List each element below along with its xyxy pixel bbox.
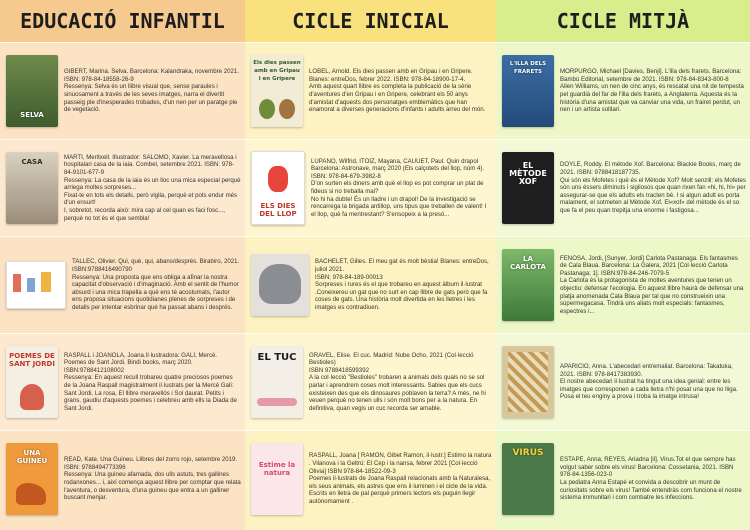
description-line: MARTÍ, Meritxell. Illustrador: SALOMÓ, Xavier. La meravellosa i hospitalari casa de la iaia. Combel, setembre 2021. ISBN: 978-84-9101-677-9: [64, 153, 237, 177]
description-line: TALLEC, Olivier. Qui, què, qui, abans/després. Birabiro, 2021. ISBN:9788416490790: [72, 258, 240, 274]
description-line: READ, Kate. Una Guineu. Llibres del zorro rojo, setembre 2019. ISBN: 9788494773396: [64, 456, 238, 471]
book-description: [315, 258, 492, 311]
description-line: El nostre abecedari il·lustrat ha tingut una idea genial: entre les imatges que corresponen a cada lletra n'hi posat una que no lliga. Posa el teu enginy a prova i troba la imatge intrusa!: [560, 378, 738, 401]
book-entry: [496, 430, 750, 527]
cover-title: EL TUC: [257, 352, 297, 363]
description-line: Poemes il·lustrats de Joana Raspall relacionats amb la Naturalesa, els seus animals, els astres que ens il·luminen i el cicle de la vida. Escrits en lletra de pal perquè primers lectors els puguin llegir autònomament .: [309, 475, 491, 505]
book-description: [64, 352, 241, 413]
book-cover-image: [502, 55, 554, 127]
book-entry: [496, 42, 750, 139]
cover-title: LA CARLOTA: [510, 255, 546, 271]
book-entry: [0, 42, 245, 139]
book-description: [64, 68, 241, 114]
book-cover-image: [251, 443, 303, 515]
book-entry: [245, 430, 496, 527]
book-description: [309, 68, 492, 114]
column-title: EDUCACIÓ INFANTIL: [0, 0, 245, 42]
book-entry: [245, 333, 496, 430]
description-line: Ressenya: En aquest recull trobareu quatre preciosos poemes de la Joana Raspall magistralment il·lustrats per la Mercè Galí: Sant Jordi, La rosa, El llibre meravellós i Sol daurat. Petits i grans, gaudiu d'aquests poemes i celebreu amb ells la Diada de Sant Jordi.: [64, 374, 237, 412]
book-cover-image: [251, 151, 305, 225]
description-line: DOYLE, Roddy. El mètode Xof. Barcelona: Blackie Books, març de 2021. ISBN: 9788418187735.: [560, 161, 741, 177]
description-line: GRAVEL, Elise. El cuc. Madrid: Nube Ocho, 2021 (Col·lecció Bestioles): [309, 351, 474, 367]
description-line: GIBERT, Marina. Selva. Barcelona: Kalandraka, novembre 2021. ISBN: 978-84-18558-26-9: [64, 68, 240, 83]
book-cover-image: [251, 254, 309, 316]
cover-title: ELS DIES DEL LLOP: [259, 202, 297, 218]
description-line: Ressenya: Selva és un llibre visual que, sense paraules i sinuosament a través de les seves imatges, narra el divertit passeig ple d'inesperades trobades, d'un nen per un paratge ple de vegetació.: [64, 83, 238, 114]
book-description: [560, 456, 746, 502]
description-line: No hi ha dubte! És un lladre i un drapol! De la investigació se rencarrega la brigada antillop, uns tipus que treballen de valent! I el llop, què fa mentrestant? S'ensopeix a la presó...: [311, 195, 487, 218]
description-line: LUPANO, Wilfrid, ITOÏZ, Mayana, CAUUET, Paul. Quin drapol Barcelona: Astronave, març 2020 (Els calçotets del llop, núm 4). ISBN: 978-84-679-3982-8: [311, 157, 485, 180]
cover-title: SELVA: [20, 111, 44, 119]
description-line: ISBN 9788418599392: [309, 366, 369, 374]
column-inicial: [245, 0, 496, 530]
book-entry: [245, 42, 496, 139]
description-line: Allen Williams, un nen de cinc anys, és rescatat una nit de tempesta pel guardià del far de l'illa dels frarets, a Anglaterra. Aquesta és la història d'una amistat que va canviar una vida, un frairet perdut, un nen i un artista solitari.: [560, 83, 744, 114]
book-description: [72, 258, 241, 311]
description-line: La pediatra Anna Estapé et convida a descobrir un munt de curiositats sobre els virus! També entendràs com funciona el nostre sistema immunitari i com combatre les infeccions.: [560, 479, 742, 502]
book-description: [311, 158, 492, 219]
book-entry: [0, 333, 245, 430]
description-line: ISBN: 978-84-189-00013: [315, 273, 383, 281]
column-infantil: [0, 0, 245, 530]
description-line: Ressenya: Una guineu afamada, dos ulls astuts, tres gallines rodanxones... i, així comença aquest llibre per comptar que relata l'aventura, o desventura, d'una guineu que entra a un galliner buscant menjar.: [64, 471, 241, 502]
description-line: Ressenya: La casa de la iaia és un lloc una mica especial perquè arriega moltes sorpreses...: [64, 176, 241, 192]
cover-title: Estime la natura: [258, 461, 296, 477]
book-description: [64, 456, 241, 502]
book-cover-image: [6, 55, 58, 127]
book-entry: [496, 236, 750, 333]
description-line: D'on surten els diners amb què el llop es pot comprar un plat de fideus si no treballa mai?: [311, 180, 484, 195]
cover-title: Els dies passen amb en Gripau i en Gripere: [253, 60, 301, 82]
book-cover-image: [502, 443, 554, 515]
book-description: [309, 452, 492, 505]
description-line: APARICIO, Anna. L'abecedari entremaliat. Barcelona: Takatuka, 2021. ISBN: 978-8417383930.: [560, 363, 733, 378]
book-entry: [496, 333, 750, 430]
book-entry: [496, 139, 750, 236]
cover-title: POEMES DE SANT JORDI: [9, 352, 55, 368]
description-line: Ressenya: Una proposta que ens obliga a afinar la nostra capacitat d'observació i d'imaginació. Amb el sentit de l'humor absurd i una mica trapella a què ens té acostumats, l'autor ens proposa situacions quotidianes plenes de sorpreses i de detalls per intentar esbrinar què ha passat abans i després.: [72, 273, 239, 311]
description-line: Amb aquest quart llibre es completa la publicació de la sèrie d'aventures d'en Gripau i en Gripere, celebrant els 50 anys d'amistat d'aquests dos personatges emblemàtics que han enamorat a diverses generacions d'infants i adults arreu del món.: [309, 83, 486, 114]
book-description: [560, 68, 746, 114]
cover-title: UNA GUINEU: [16, 449, 48, 465]
book-description: [64, 154, 241, 222]
description-line: BACHELET, Gilles. El meu gat és molt bèstia! Blanes: entreDos, juliol 2021.: [315, 258, 489, 274]
book-description: [560, 255, 746, 316]
description-line: Qui són els Mofetes i què és el Mètode Xof? Molt senzill: els Mofetes són uns éssers diminuts i sigilosos que quan rixen fan «hi, hi, hi» per assegurar-se que els adults els tracten bé. I si algun adult es porta malament, el sotmeten al Mètode Xof. El«xof» del mètode és el so que fa el peu quan trepitja una enorme i fastigosa...: [560, 176, 746, 214]
book-entry: [0, 139, 245, 236]
description-line: Sorpreses i rures és el que trobareu en aquest àlbum il·lustrat .Coneixereu un gat que no surt en cap llibre de gats però que fa coses de gats. Una història molt divertida en les lletres i les imatges es contradiuen.: [315, 281, 488, 311]
cover-title: L'ILLA DELS FRARETS: [509, 61, 547, 75]
book-cover-image: [6, 346, 58, 418]
book-entry: [245, 236, 496, 333]
description-line: La Carlota és la protagonista de moltes aventures que tenen un objectiu: defensar l'ecologia. En aquest llibre haurà de defensar una platja anomenada Cala Blaua per tal que no construeixin una súpermegacasa. Tindrà uns aliats molt especials: fantasmes, espectres i...: [560, 277, 744, 315]
cover-title: CASA: [21, 158, 43, 166]
description-line: RASPALL, Joana [ RAMON, Gibet Ramon, il·lustr.] Estimo la natura . Vilanova i la Geltrú: El Cep i la nansa, febrer 2021 [Col·lecció Olivia] ISBN 978-84-18522-09-3: [309, 452, 492, 475]
book-cover-image: [6, 443, 58, 515]
book-description: [560, 363, 746, 401]
cover-title: EL MÈTODE XOF: [509, 161, 547, 186]
book-cover-image: [502, 346, 554, 418]
cover-title: VIRUS: [512, 448, 544, 458]
description-line: A la col·lecció "Bestioles" trobaren a animals dels quals no se sol parlar i aprendrem coses molt interessants. Sabies que els cucs existeixen des que els dinosaures poblaven la terra? A més, ne hi veuen perquè no tenen ulls i són molt bons per a la natura. En definitiva, quan vegis un cuc recorda ser amable.: [309, 374, 486, 412]
book-entry: [0, 430, 245, 527]
description-line: ESTAPÉ, Anna; REYES, Ariadna [il]. Virus.Tot el que sempre has volgut saber sobre els virus! Barcelona: Cossetania, 2021. ISBN 978-84-1356-023-0: [560, 456, 736, 479]
column-mitja: [496, 0, 750, 530]
description-line: MORPURGO, Michael [Davies, Benji]. L'illa dels frarets. Barcelona: Bambú Editorial, setembre de 2021. ISBN: 978-84-8343-800-8: [560, 68, 742, 83]
book-cover-image: [251, 346, 303, 418]
book-cover-image: [502, 152, 554, 224]
book-description: [309, 352, 492, 413]
book-entry: [0, 236, 245, 333]
description-line: RASPALL i JOANOLA, Joana.Il·lustradora: GALÍ, Mercè. Poemes de Sant Jordi. Bindi books, març 2020. ISBN:9788412108002: [64, 351, 218, 374]
description-line: I, sobretot, recorda això: mira cap al cel quan es faci fosc..., perquè no tot és el que sembla!: [64, 206, 225, 222]
book-cover-image: [6, 152, 58, 224]
book-cover-image: [502, 249, 554, 321]
book-cover-image: [6, 261, 66, 309]
book-cover-image: [251, 55, 303, 127]
column-title: CICLE MITJÀ: [496, 0, 750, 42]
book-description: [560, 161, 746, 214]
book-entry: [245, 139, 496, 236]
description-line: LOBEL, Arnold. Els dies passen amb en Gripau i en Gripere. Blanes: entreDos, febrer 2022. ISBN: 978-84-18900-17-4.: [309, 68, 473, 83]
column-title: CICLE INICIAL: [245, 0, 496, 42]
description-line: FENOSA, Jordi, [Sunyer, Jordi] Carlota Pastanaga. Els fantasmes de Cala Blaua. Barcelona: La Galera, 2021 [Col·lecció Carlota Pastanaga; 1]. ISBN:978-84-246-7079-5: [560, 254, 738, 277]
description-line: Fixat-te en tots els detalls, però vigila, perquè et pots endur més d'un ensurt!: [64, 191, 238, 207]
